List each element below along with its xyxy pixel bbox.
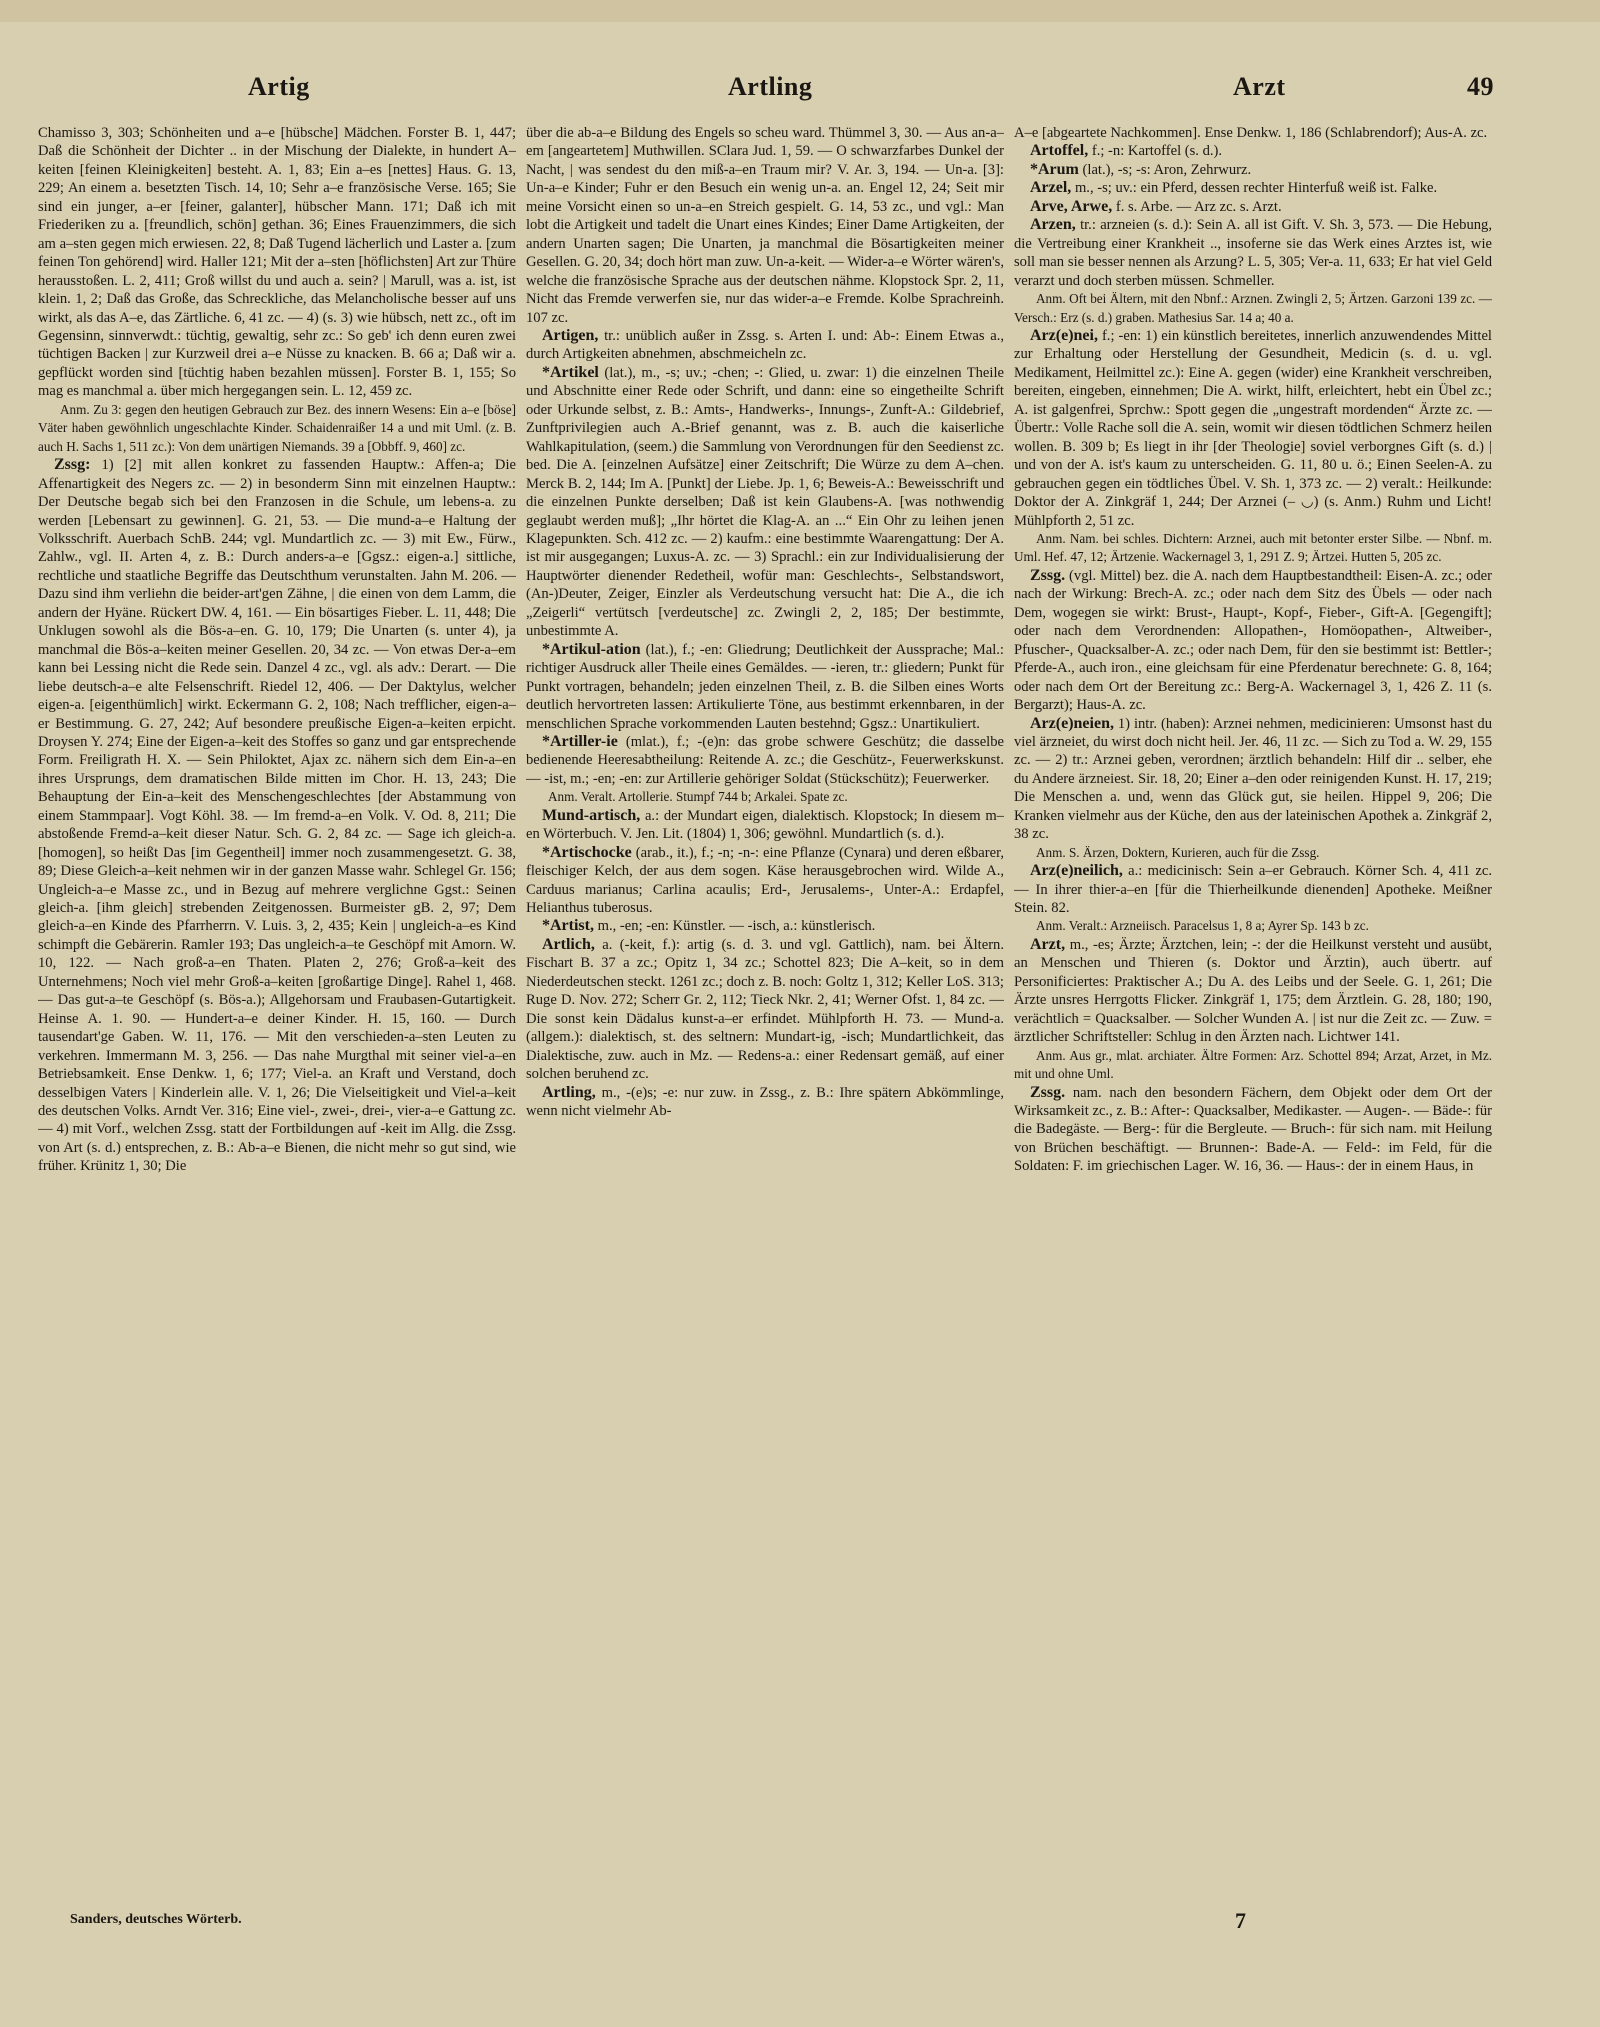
dictionary-entry [1014,179,1492,197]
dictionary-entry [1014,936,1492,1047]
entry-headword: Arve, Arwe, [1030,197,1113,215]
entry-headword: Arz(e)neien, [1030,714,1114,732]
dictionary-entry [526,917,1004,935]
entry-headword: Arz(e)nei, [1030,326,1098,344]
dictionary-entry [38,456,516,1176]
entry-headword: Arzel, [1030,179,1072,197]
dictionary-entry [1014,1084,1492,1176]
entry-text: (lat.), f.; -en: Gliedrung; Deutlichkeit der Aussprache; Mal.: richtiger Ausdruck aller Theile eines Gemäldes. — -ieren, tr.: gliedern; Punkt für Punkt vortragen, behandeln; jeden einzelnen Theil, z. B. die Silben eines Worts deutlich hervortreten lassen: Artikulierte Töne, aus bestimmt erkennbaren, in der menschlichen Sprache vorkommenden Lauten bestehnd; Ggsz.: Unartikuliert. [526,641,1004,732]
dictionary-entry [1014,124,1492,142]
footer-signature: 7 [1235,1908,1246,1933]
dictionary-entry [1014,715,1492,844]
entry-headword: *Artist, [542,917,594,935]
dictionary-entry [1014,161,1492,179]
entry-headword: *Artikul-ation [542,640,641,658]
dictionary-entry [526,364,1004,641]
column-right [1014,124,1492,1904]
dictionary-entry [1014,567,1492,715]
dictionary-entry [526,936,1004,1084]
entry-headword: *Arum [1030,160,1079,178]
entry-text: m., -s; uv.: ein Pferd, dessen rechter Hinterfuß weiß ist. Falke. [1071,180,1438,197]
dictionary-entry [526,844,1004,918]
entry-text: 1) [2] mit allen konkret zu fassenden Hauptw.: Affen-a; Die Affenartigkeit des Negers zc. — 2) in besonderm Sinn mit einzelnen Hauptw.: Der Deutsche begab sich bei den Franzosen in die Schule, um lebens-a. zu werden [Lebensart zu gewinnen]. G. 21, 53. — Die mund-a–e Haltung der Volksschrift. Auerbach SchB. 244; vgl. Mundartlich zc. — 3) mit Ew., Fürw., Zahlw., vgl. II. Arten 4, z. B.: Durch anders-a–e [Ggsz.: eigen-a.] sittliche, rechtliche und staatliche Begriffe das Deutschthum verunstalten. Jahn M. 206. — Dazu sind ihm verliehn die beider-art'gen Zähne, | die einen von dem Lamm, die andern der Hyäne. Rückert DW. 4, 161. — Ein bösartiges Fieber. L. 11, 448; Die Unklugen sowohl als die Bös-a–en. G. 10, 179; Die Unarten (s. unter 4), ja manchmal die Bös-a–keiten meiner Gesellen. 20, 34 zc. — Von etwas Der-a–em kann bei Lessing nicht die Rede sein. Danzel 4 zc., vgl. als adv.: Derart. — Die liebe deutsch-a–e alte Felsenschrift. Riedel 12, 406. — Der Daktylus, welcher eigen-a. [eigenthümlich] wirkt. Eckermann G. 2, 108; Nach trefflicher, eigen-a–er Bestimmung. G. 27, 242; Auf besondere preußische Eigen-a–keiten erpicht. Droysen Y. 274; Eine der Eigen-a–keit des Stoffes so ganz und gar entsprechende Form. Freiligrath H. X. — Sein Philoktet, Ajax zc. nähern sich dem Ein-a–en ihres Ursprungs, dem dramatischen Bilde mitten im Chor. H. 13, 243; Die Behauptung der Ein-a–keit des Menschengeschlechtes [der Abstammung von einem Stammpaar]. Vogt Köhl. 38. — Im fremd-a–en Volk. V. Od. 8, 211; Die abstoßende Fremd-a–keit dieser Natur. Sch. G. 2, 84 zc. — Sage ich gleich-a. [homogen], so heißt Das [im Gegentheil] immer noch zusammengesetzt. G. 38, 89; Diese Gleich-a–keit nehmen wir in der ganzen Masse wahr. Schlegel Gr. 156; Ungleich-a–e Masse zc., und in Bezug auf mehrere verglichne Ggst.: Seinen gleich-a. [ihm gleich] strebenden Zeitgenossen. Burmeister gB. 2, 97; Dem gleich-a–en Kinde des Pfarrherrn. V. Luis. 3, 2, 435; Kein | ungleich-a–es Kind schimpft die Gebärerin. Ramler 193; Das ungleich-a–te Geschöpf mit Amorn. W. 10, 122. — Nach groß-a–en Thaten. Platen 2, 276; Groß-a–keit des Unternehmens; Noch viel mehr Groß-a–keiten [großartige Dinge]. Rahel 1, 468. — Das gut-a–te Geschöpf (s. Bös-a.); Allgehorsam und Fraubasen-Gutartigkeit. Heinse A. 1. 90. — Hundert-a–e deiner Kinder. H. 15, 160. — Durch tausendart'ge Gaben. W. 11, 176. — Mit den verschieden-a–sten Leuten zu verkehren. Immermann M. 3, 256. — Das nahe Murgthal mit seiner viel-a–en Betriebsamkeit. Ense Denkw. 1, 6; 177; Viel-a. an Kraft und Verstand, doch desselbigen Vaters | Kinderlein alle. V. 1, 26; Die Vielseitigkeit und Viel-a–keit des deutschen Volks. Arndt Ver. 316; Eine viel-, zwei-, drei-, vier-a–e Gattung zc. — 4) mit Vorf., welchen Zssg. statt der Fortbildungen auf -keit im Allg. die Zssg. von Art (s. d.) entsprechen, z. B.: Ab-a–e Bienen, die nicht mehr so gut sind, wie früher. Krünitz 1, 30; Die [38,457,516,1175]
column-left [38,124,516,1904]
annotation-paragraph [1014,1047,1492,1084]
dictionary-entry [526,124,1004,327]
entry-text: a.: der Mundart eigen, dialektisch. Klopstock; In diesem m–en Wörterbuch. V. Jen. Lit. (1804) 1, 306; gewöhnl. Mundartlich (s. d.). [526,807,1004,843]
entry-headword: Arzt, [1030,935,1066,953]
annotation-paragraph [1014,917,1492,935]
entry-text: (mlat.), f.; -(e)n: das grobe schwere Geschütz; die dasselbe bedienende Heeresabtheilung: Reitende A. zc.; die Geschütz-, Feuerwerkskunst. — -ist, m.; -en; -en: zur Artillerie gehöriger Soldat (Stückschütz); Feuerwerker. [526,733,1004,787]
entry-text: Anm. Veralt.: Arzneiisch. Paracelsus 1, 8 a; Ayrer Sp. 143 b zc. [1036,918,1369,934]
entry-headword: Artigen, [542,326,599,344]
dictionary-entry [1014,862,1492,917]
entry-headword: *Artiller-ie [542,732,618,750]
entry-text: tr.: arzneien (s. d.): Sein A. all ist Gift. V. Sh. 3, 573. — Die Hebung, die Vertreibung einer Krankheit .., insoferne sie das Werk eines Arztes ist, wie soll man sie besser nennen als Arzung? L. 5, 305; Ver-a. 11, 633; Er hat viel Geld verarzt und doch sterben müssen. Schmeller. [1014,217,1492,289]
entry-headword: *Artikel [542,363,599,381]
entry-text: m., -(e)s; -e: nur zuw. in Zssg., z. B.: Ihre spätern Abkömmlinge, wenn nicht vielmehr Ab- [526,1084,1004,1120]
dictionary-entry [526,641,1004,733]
entry-text: (lat.), m., -s; uv.; -chen; -: Glied, u. zwar: 1) die einzelnen Theile und Abschnitte einer Rede oder Schrift, und dann: eine so eingetheilte Schrift oder Urkunde selbst, z. B.: Amts-, Handwerks-, Innungs-, Zunft-A.: Gildebrief, Zunftprivilegien auch A.-Brief genannt, was z. B. auch die kaiserliche Wahlkapitulation, (seem.) die Sammlung von Verordnungen für den Seedienst zc. bed. Die A. [einzelnen Aufsätze] einer Zeitschrift; Die Würze zu dem A–chen. Merck B. 2, 144; Im A. [Punkt] der Liebe. Jp. 1, 6; Beweis-A.: Beweisschrift und die einzelnen Punkte derselben; Daß ist kein Glaubens-A. [was nothwendig geglaubt werden muß]; „Ihr hörtet die Klag-A. an ...“ Ein Ohr zu leihen jenen Klagepunkten. Sch. 412 zc. — 2) kaufm.: eine bestimmte Waarengattung: Der A. ist mir ausgegangen; Luxus-A. zc. — 3) Sprachl.: ein zur Individualisierung der Hauptwörter dienender Redetheil, wofür man: Geschlechts-, Selbstandswort, (An-)Deuter, Zeiger, Einzler als Verdeutschung versucht hat: Die A., die ich „Zeigerli“ vertütsch [verdeutsche] zc. Zwingli 2, 2, 185; Der bestimmte, unbestimmte A. [526,364,1004,640]
annotation-paragraph [1014,530,1492,567]
entry-text: m., -en; -en: Künstler. — -isch, a.: künstlerisch. [593,918,876,935]
entry-headword: *Artischocke [542,843,632,861]
entry-headword: Arzen, [1030,216,1076,234]
page-top-edge [0,0,1600,22]
entry-text: f.; -n: Kartoffel (s. d.). [1088,143,1223,160]
footer-publisher-note: Sanders, deutsches Wörterb. [70,1912,242,1927]
entry-text: nam. nach den besondern Fächern, dem Objekt oder dem Ort der Wirksamkeit zc., z. B.: After-: Quacksalber, Medikaster. — Augen-. — Bäde-: für die Badegäste. — Berg-: für die Bergleute. — Bruch-: für sich nam. mit Heilung von Brüchen beschäftigt. — Brunnen-: Bade-A. — Feld-: im Feld, für die Soldaten: F. im griechischen Lager. W. 16, 36. — Haus-: der in einem Haus, in [1014,1084,1492,1175]
entry-text: A–e [abgeartete Nachkommen]. Ense Denkw. 1, 186 (Schlabrendorf); Aus-A. zc. [1014,125,1488,141]
running-head-center: Artling [728,72,813,101]
dictionary-entry [526,807,1004,844]
entry-text: 1) intr. (haben): Arznei nehmen, medicinieren: Umsonst hast du viel ärzneiet, du wirst doch nicht heil. Jer. 46, 11 zc. — Sich zu Tod a. W. 29, 155 zc. — 2) tr.: Arznei geben, verordnen; ärztlich behandeln: Hilf dir .. selber, ehe du Andere ärzneiest. Sir. 18, 20; Einer a–den oder reinigenden Kunst. H. 17, 219; Die Menschen a. und, wenn das Glück gut, sie heilen. Hippel 9, 206; Die Kranken vielmehr aus der Küche, den aus der lateinischen Apothek a. Zinkgräf 2, 38 zc. [1014,715,1492,843]
dictionary-entry [1014,142,1492,160]
entry-headword: Zssg: [54,456,91,474]
annotation-paragraph [38,401,516,456]
entry-headword: Artlich, [542,935,595,953]
page-number: 49 [1467,72,1494,101]
annotation-paragraph [1014,290,1492,327]
entry-text: tr.: unüblich außer in Zssg. s. Arten I. und: Ab-: Einem Etwas a., durch Artigkeiten abnehmen, abschmeicheln zc. [526,327,1004,363]
dictionary-entry [1014,327,1492,530]
entry-text: Chamisso 3, 303; Schönheiten und a–e [hübsche] Mädchen. Forster B. 1, 447; Daß die Schönheit der Dichter .. in der Mischung der Dialekte, in hundert A–keiten [feinen Kleinigkeiten] besteht. A. 1, 83; Ein a–es [nettes] Haus. G. 13, 229; An einem a. besetzten Tisch. 14, 10; Sehr a–e französische Verse. 165; Sie sind ein junger, a–er [feiner, galanter], hübscher Mann. 171; Daß ich mit Friederiken zu a. [freundlich, schön] gethan. 36; Eines Frauenzimmers, die sich am a–sten gegen mich erwiesen. 22, 8; Daß Tugend lächerlich und Laster a. [zum feinen Ton gehörend] wird. Haller 121; Mit der a–sten [höflichsten] Art zur Thüre herausstoßen. L. 2, 411; Groß willst du und auch a. sein? | Marull, was a. ist, ist klein. 1, 2; Daß das Große, das Schreckliche, das Melancholische besser auf uns wirkt, als das A–e, das Zärtliche. 6, 41 zc. — 4) (s. 3) wie hübsch, nett zc., oft im Gegensinn, sinnverwdt.: tüchtig, gewaltig, sehr zc.: So geb' ich denn euren zwei tüchtigen Backen | zur Kurzweil drei a–e Nüsse zu knacken. B. 66 a; Daß wir a. gepflückt worden sind [tüchtig haben bezahlen müssen]. Forster B. 1, 155; So mag es manchmal a. über mich hergegangen sein. L. 12, 459 zc. [38,125,516,400]
dictionary-entry [1014,198,1492,216]
entry-headword: Zssg. [1030,566,1066,584]
running-head-left: Artig [248,72,310,101]
entry-text: a.: medicinisch: Sein a–er Gebrauch. Körner Sch. 4, 411 zc. — In ihrer thier-a–en [für die Thierheilkunde dienenden] Apotheke. Meißner Stein. 82. [1014,863,1492,917]
column-middle [526,124,1004,1904]
entry-text: (arab., it.), f.; -n; -n-: eine Pflanze (Cynara) und deren eßbarer, fleischiger Kelch, der aus dem sogen. Käse herausgebrochen wird. Wilde A., Carduus marianus; Carlina acaulis; Erd-, Jerusalems-, Unter-A.: Erdapfel, Helianthus tuberosus. [526,844,1004,917]
entry-text: (lat.), -s; -s: Aron, Zehrwurz. [1078,161,1252,178]
entry-text: (vgl. Mittel) bez. die A. nach dem Hauptbestandtheil: Eisen-A. zc.; oder nach der Wirkung: Brech-A. zc.; oder nach dem Sitz des Übels — oder nach Dem, wogegen sie wirkt: Brust-, Haupt-, Kopf-, Fieber-, Gift-A. [Gegengift]; oder nach dem Verordnenden: Allopathen-, Homöopathen-, Altweiber-, Pfuscher-, Quacksalber-A. zc.; oder nach Dem, für den sie bestimmt ist: Bettler-; Pferde-A., auch iron., eine gleichsam für eine Pferdenatur berechnete: G. 8, 164; oder nach dem Ort der Bereitung zc.: Berg-A. Wackernagel 3, 1, 426 Z. 11 (s. Bergarzt); Haus-A. zc. [1014,567,1492,714]
entry-headword: Artoffel, [1030,142,1089,160]
dictionary-entry [526,1084,1004,1121]
entry-text: f. s. Arbe. — Arz zc. s. Arzt. [1112,198,1282,215]
dictionary-entry [1014,216,1492,290]
entry-text: Anm. Oft bei Ältern, mit den Nbnf.: Arznen. Zwingli 2, 5; Ärtzen. Garzoni 139 zc. — Versch.: Erz (s. d.) graben. Mathesius Sar. 14 a; 40 a. [1014,291,1492,325]
entry-text: Anm. Veralt. Artollerie. Stumpf 744 b; Arkalei. Spate zc. [548,789,848,805]
entry-text: m., -es; Ärzte; Ärztchen, lein; -: der die Heilkunst versteht und ausübt, an Menschen und Thieren (s. Doktor und Ärztin), auch übertr. auf Personificiertes: Praktischer A.; Du A. des Leibs und der Seele. G. 1, 261; Die Ärzte unsres Herrgotts Flicker. Zinkgräf 1, 175; dem Ärztlein. G. 28, 180; 190, verächtlich = Quacksalber. — Solcher Wunden A. | ist nur die Zeit zc. — Zuw. = ärztlicher Schriftsteller: Schlug in den Ärzten nach. Lichtwer 141. [1014,936,1492,1046]
dictionary-entry [38,124,516,401]
dictionary-entry [526,327,1004,364]
entry-text: Anm. Nam. bei schles. Dichtern: Arznei, auch mit betonter erster Silbe. — Nbnf. m. Uml. Hef. 47, 12; Ärtzenie. Wackernagel 3, 1, 291 Z. 9; Ärtzei. Hutten 5, 205 zc. [1014,530,1492,565]
entry-text: Anm. S. Ärzen, Doktern, Kurieren, auch für die Zssg. [1036,844,1320,860]
entry-text: Anm. Zu 3: gegen den heutigen Gebrauch zur Bez. des innern Wesens: Ein a–e [böse] Väter haben gewöhnlich ungeschlachte Kinder. Schaidenraißer 14 a und mit Uml. (z. B. auch H. Sachs 1, 511 zc.): Von dem unärtigen Niemands. 39 a [Obbff. 9, 460] zc. [38,401,516,454]
entry-headword: Arz(e)neilich, [1030,862,1123,880]
entry-text: Anm. Aus gr., mlat. archiater. Ältre Formen: Arz. Schottel 894; Arzat, Arzet, in Mz. mit und ohne Uml. [1014,1047,1492,1082]
running-head-right: Arzt [1233,72,1286,101]
annotation-paragraph [1014,844,1492,862]
entry-text: über die ab-a–e Bildung des Engels so scheu ward. Thümmel 3, 30. — Aus an-a–em [angeartetem] Muthwillen. SClara Jud. 1, 59. — O schwarzfarbes Dunkel der Nacht, | was sendest du den miß-a–en Traum mir? V. Ar. 3, 194. — Un-a. [3]: Un-a–e Kinder; Fuhr er den Besuch ein wenig un-a. an. Engel 12, 24; Seit mir meine Vorsicht einen so un-a–en Streich gespielt. G. 14, 53 zc., und vgl.: Man lobt die Artigkeit und tadelt die Unart eines Kindes; Einer Dame Artigkeiten, der andern Unarten sagen; Die Unarten, ja manchmal die Bösartigkeiten meiner Gesellen. G. 20, 34; doch hört man zuw. Un-a-keit. — Wider-a–e Wörter wären's, welche die französische Sprache aus der deutschen nähme. Klopstock Spr. 2, 11, Nicht das Fremde verwerfen sie, nur das wider-a–e Fremde. Kolbe Sprachreinh. 107 zc. [526,125,1004,326]
annotation-paragraph [526,788,1004,806]
entry-headword: Mund-artisch, [542,806,641,824]
entry-headword: Artling, [542,1083,596,1101]
dictionary-entry [526,733,1004,788]
entry-text: a. (-keit, f.): artig (s. d. 3. und vgl. Gattlich), nam. bei Ältern. Fischart B. 37 a zc.; Opitz 1, 34 zc.; Schottel 823; Die A–keit, so in dem Niederdeutschen steckt. 1261 zc.; doch z. B. noch: Goltz 1, 312; Keller LoS. 313; Ruge D. Nov. 272; Scherr Gr. 2, 112; Tieck Nkr. 2, 41; Werner Ofst. 1, 84 zc. — Die sonst kein Dädalus kunst-a–er erfindet. Mühlpforth H. 73. — Mund-a. (allgem.): dialektisch, st. des seltnern: Mundart-ig, -isch; Mundartlichkeit, das Dialektische, zuw. auch in Mz. — Redens-a.: einer Redensart gemäß, auf einer solchen beruhend zc. [526,936,1004,1083]
entry-headword: Zssg. [1030,1083,1066,1101]
entry-text: f.; -en: 1) ein künstlich bereitetes, innerlich anzuwendendes Mittel zur Erhaltung oder Herstellung der Gesundheit, Medicin (s. d. u. vgl. Medikament, Heilmittel zc.): Eine A. gegen (wider) eine Krankheit verschreiben, bereiten, eingeben, einnehmen; Die A. wirkt, hilft, erleichtert, hebt ein Übel zc.; A. ist galgenfrei, Sprchw.: Spott gegen die „ungestraft mordenden“ Ärzte zc. — Übertr.: Volle Rache soll die A. sein, womit wir diesen tödtlichen Schmerz heilen wollen. B. 309 b; Es liegt in ihr [der Theologie] soviel verborgnes Gift (s. d.) | und von der A. ist's kaum zu unterscheiden. G. 11, 80 u. ö.; Einen Seelen-A. zu gebrauchen gegen ein tödtliches Übel. V. Sh. 1, 373 zc. — 2) veralt.: Heilkunde: Doktor der A. Zinkgräf 1, 244; Der Arznei (– ◡) (s. Anm.) Ruhm und Licht! Mühlpforth 2, 51 zc. [1014,327,1492,529]
